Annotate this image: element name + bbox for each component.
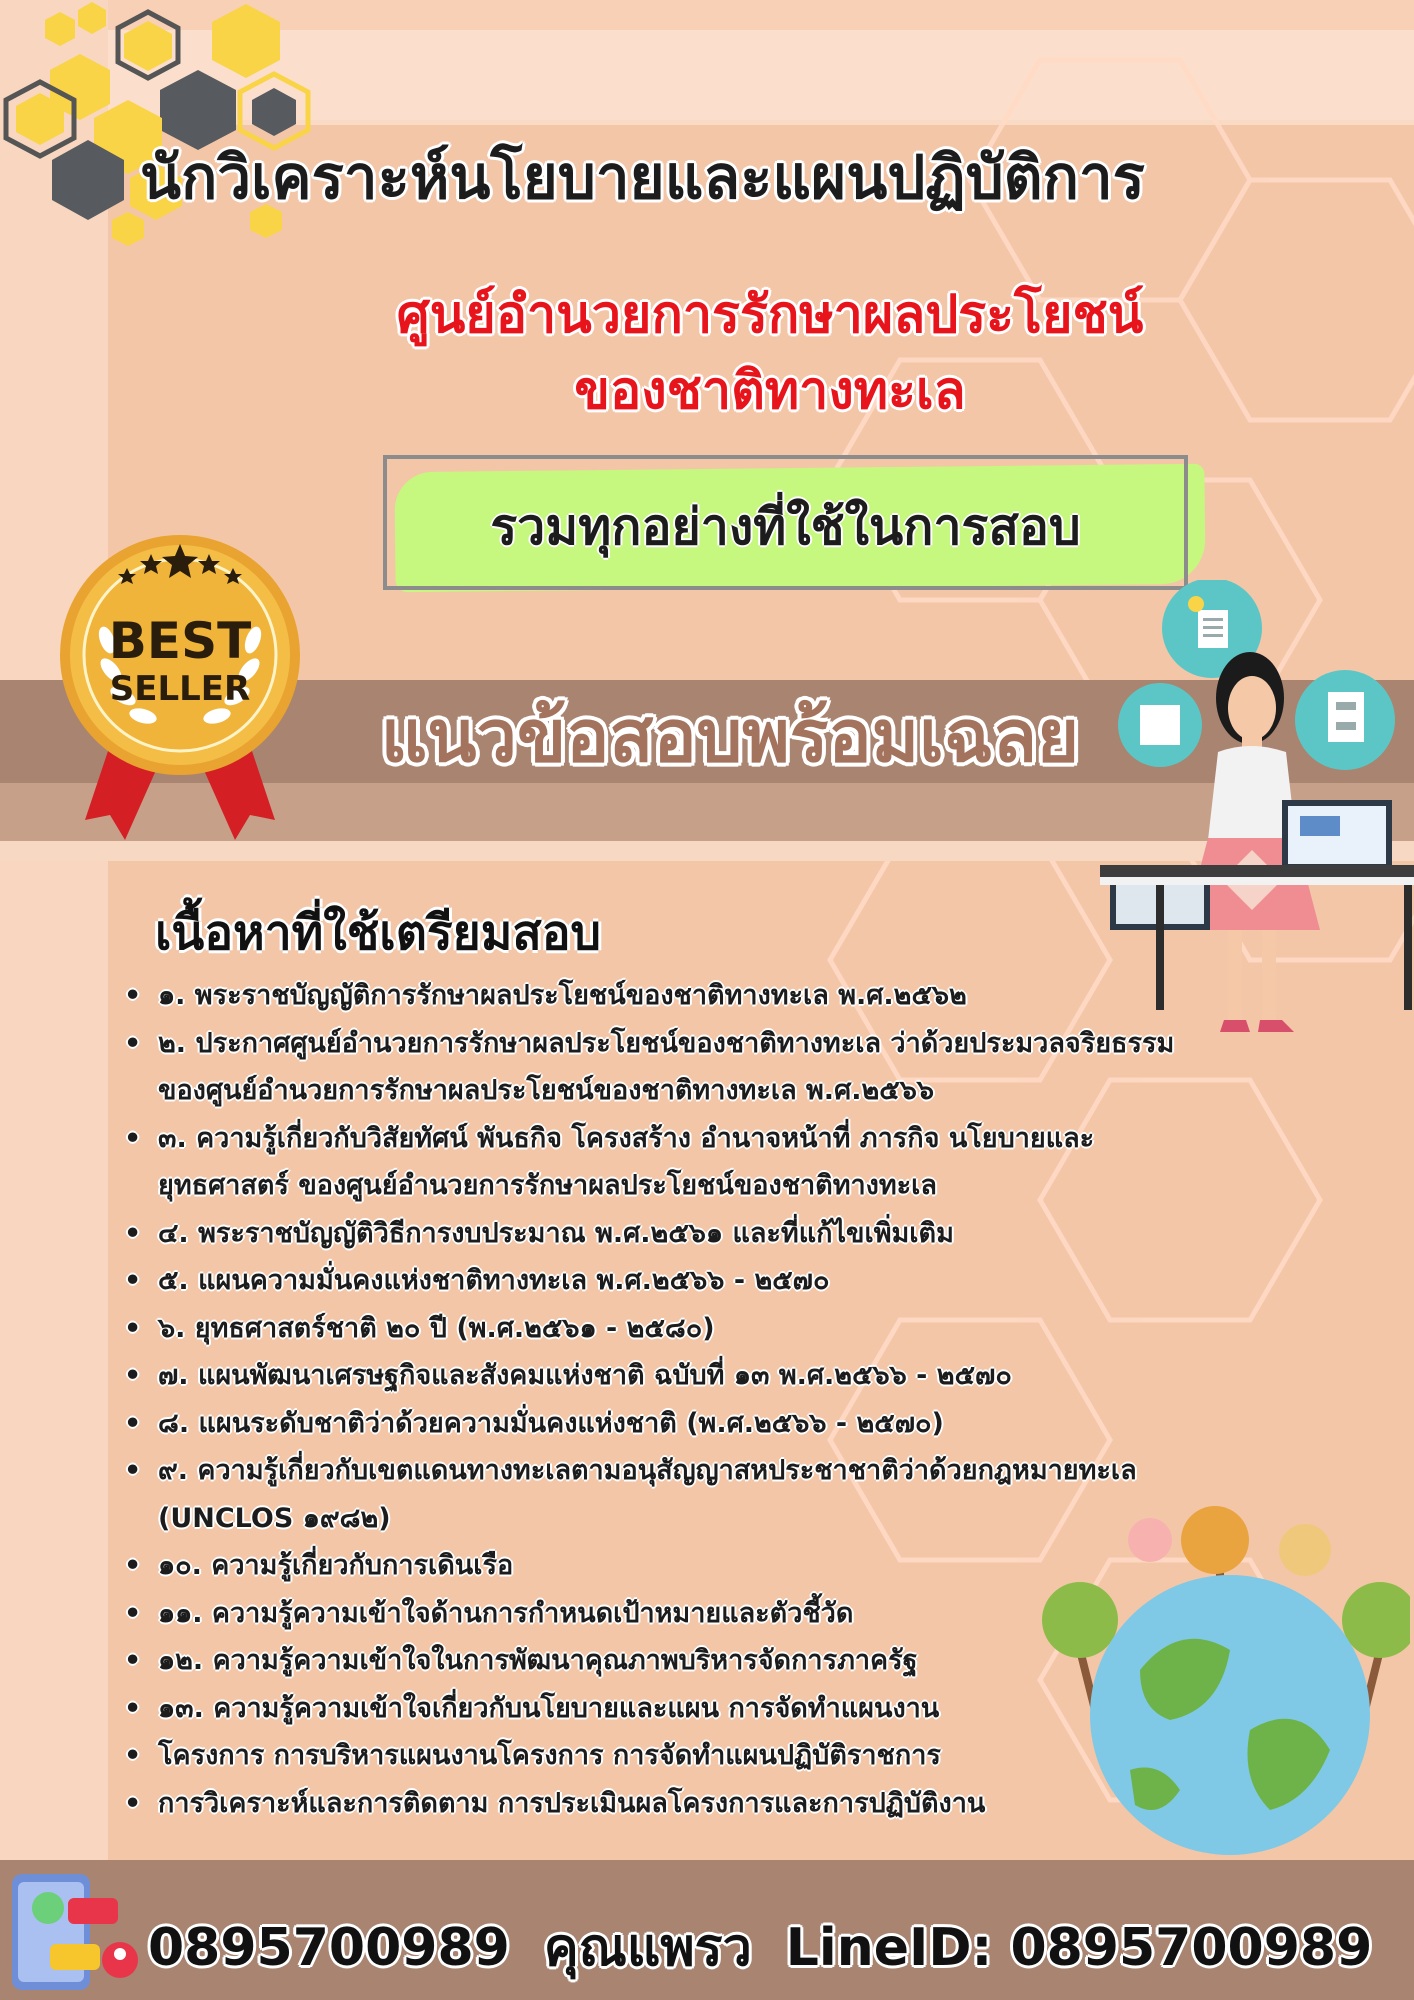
topic-line: • ๑๒. ความรู้ความเข้าใจในการพัฒนาคุณภาพบริหารจัดการภาครัฐ [158, 1645, 918, 1676]
topic-line: • การวิเคราะห์และการติดตาม การประเมินผลโครงการและการปฏิบัติงาน [158, 1787, 986, 1819]
topic-line: • ๖. ยุทธศาสตร์ชาติ ๒๐ ปี (พ.ศ.๒๕๖๑ - ๒๕๘๐) [158, 1312, 715, 1344]
topic-line: • ๗. แผนพัฒนาเศรษฐกิจและสังคมแห่งชาติ ฉบับที่ ๑๓ พ.ศ.๒๕๖๖ - ๒๕๗๐ [158, 1360, 1012, 1391]
topic-line: • ๑. พระราชบัญญัติการรักษาผลประโยชน์ของชาติทางทะเล พ.ศ.๒๕๖๒ [158, 980, 967, 1011]
contact-card-icon [10, 1868, 140, 1993]
topic-line: • ๔. พระราชบัญญัติวิธีการงบประมาณ พ.ศ.๒๕๖๑ และที่แก้ไขเพิ่มเติม [158, 1217, 954, 1249]
list-item [118, 1115, 1403, 1210]
topic-line: • ๑๓. ความรู้ความเข้าใจเกี่ยวกับนโยบายและแผน การจัดทำแผนงาน [158, 1692, 940, 1724]
list-item [118, 1257, 1403, 1305]
organization-line-1: ศูนย์อำนวยการรักษาผลประโยชน์ [396, 285, 1144, 345]
banner-text: แนวข้อสอบพร้อมเฉลย [380, 694, 1080, 778]
badge-line-1: BEST [108, 612, 252, 670]
list-item [118, 1020, 1403, 1115]
list-item [118, 1400, 1403, 1448]
topic-line: • ๘. แผนระดับชาติว่าด้วยความมั่นคงแห่งชาติ (พ.ศ.๒๕๖๖ - ๒๕๗๐) [158, 1407, 944, 1439]
topic-line: (UNCLOS ๑๙๘๒) [158, 1502, 391, 1534]
slogan-text: รวมทุกอย่างที่ใช้ในการสอบ [490, 498, 1081, 556]
organization-line-2: ของชาติทางทะเล [574, 361, 966, 421]
best-seller-badge-icon [55, 530, 305, 850]
phone-number[interactable]: 0895700989 [148, 1918, 510, 1978]
contact-name: คุณแพรว [543, 1918, 752, 1978]
badge-line-2: SELLER [109, 669, 251, 709]
topic-line: ของศูนย์อำนวยการรักษาผลประโยชน์ของชาติทางทะเล พ.ศ.๒๕๖๖ [158, 1075, 934, 1106]
contact-line [148, 1905, 1406, 1988]
topic-line: • ๕. แผนความมั่นคงแห่งชาติทางทะเล พ.ศ.๒๕๖๖ - ๒๕๗๐ [158, 1265, 830, 1296]
topic-line: • ๓. ความรู้เกี่ยวกับวิสัยทัศน์ พันธกิจ โครงสร้าง อำนาจหน้าที่ ภารกิจ นโยบายและ [158, 1122, 1095, 1154]
page-title: นักวิเคราะห์นโยบายและแผนปฏิบัติการ [140, 143, 1145, 213]
topic-line: • โครงการ การบริหารแผนงานโครงการ การจัดทำแผนปฏิบัติราชการ [158, 1740, 941, 1771]
topic-line: ยุทธศาสตร์ ของศูนย์อำนวยการรักษาผลประโยชน์ของชาติทางทะเล [158, 1170, 937, 1201]
woman-at-desk-illustration [1100, 580, 1414, 1040]
list-item [118, 1352, 1403, 1400]
globe-with-trees-illustration [1040, 1500, 1410, 1860]
section-title: เนื้อหาที่ใช้เตรียมสอบ [155, 905, 602, 961]
list-item [118, 1305, 1403, 1353]
list-item [118, 972, 1403, 1020]
topic-line: • ๑๐. ความรู้เกี่ยวกับการเดินเรือ [158, 1550, 514, 1581]
topic-line: • ๒. ประกาศศูนย์อำนวยการรักษาผลประโยชน์ของชาติทางทะเล ว่าด้วยประมวลจริยธรรม [158, 1027, 1175, 1059]
topic-line: • ๑๑. ความรู้ความเข้าใจด้านการกำหนดเป้าหมายและตัวชี้วัด [158, 1597, 854, 1629]
topic-line: • ๙. ความรู้เกี่ยวกับเขตแดนทางทะเลตามอนุสัญญาสหประชาชาติว่าด้วยกฎหมายทะเล [158, 1455, 1137, 1486]
line-id[interactable]: LineID: 0895700989 [785, 1918, 1373, 1978]
list-item [118, 1210, 1403, 1258]
